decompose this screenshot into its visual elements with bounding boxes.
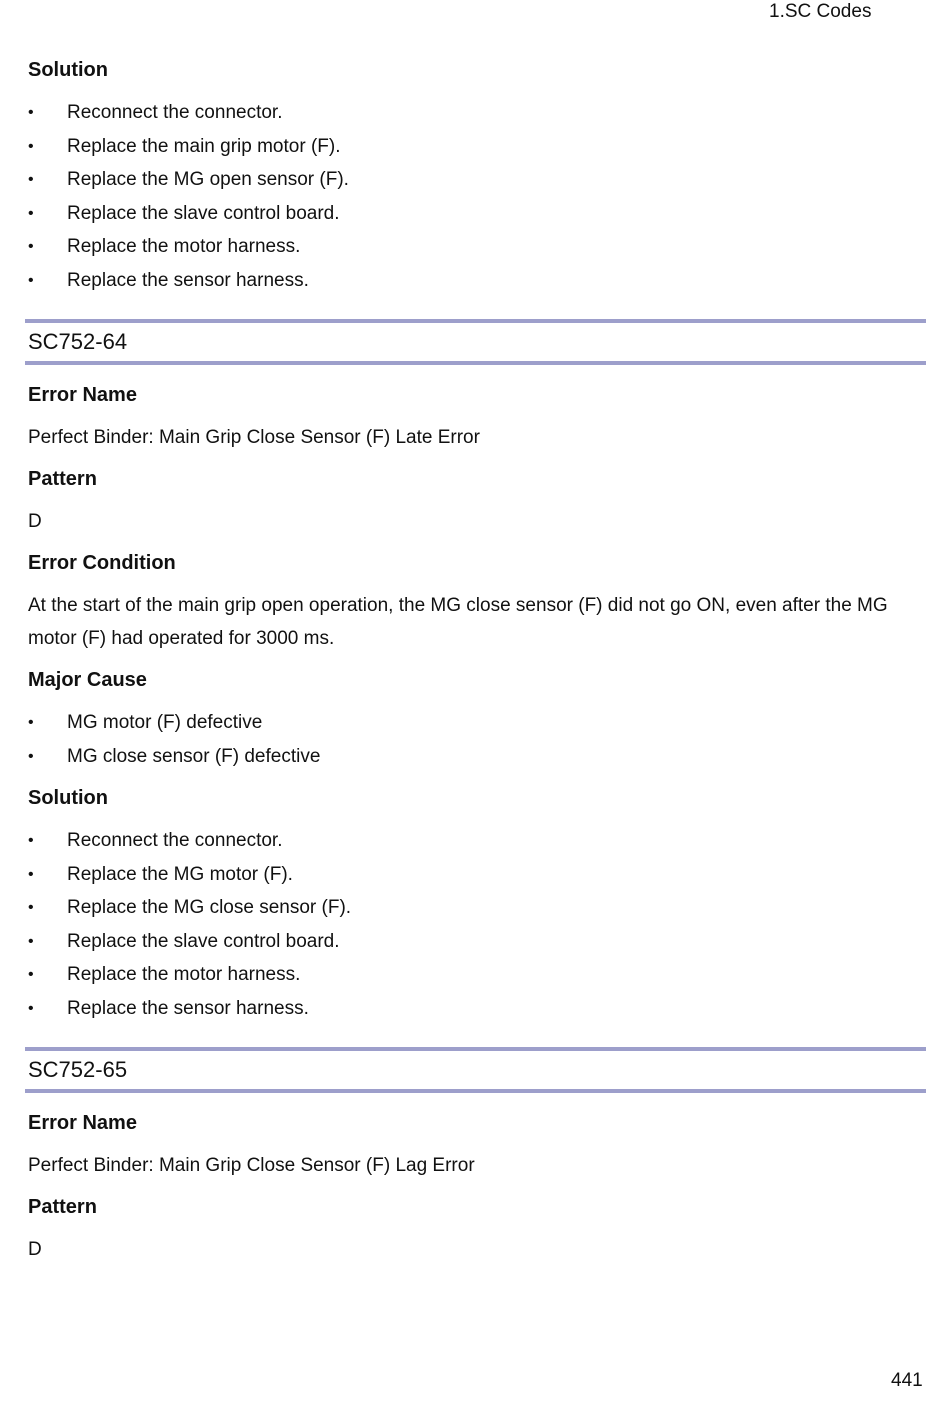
list-item: • Replace the slave control board. [28,197,926,231]
bullet-icon: • [28,271,34,289]
error-condition-text: At the start of the main grip open operation, the MG close sensor (F) did not go ON, even after the MG motor (F) had operated for 3000 ms. [28,595,888,649]
error-name-heading: Error Name [28,1112,137,1134]
error-name-text: Perfect Binder: Main Grip Close Sensor (F) Late Error [28,427,480,448]
list-item: • Replace the MG motor (F). [28,858,926,892]
bullet-icon: • [28,747,34,765]
error-condition-heading: Error Condition [28,552,176,574]
bullet-icon: • [28,204,34,222]
sc-code-title: SC752-65 [28,1057,128,1082]
section-rule-bottom [25,1089,926,1093]
list-item: • Replace the sensor harness. [28,992,926,1026]
sc-code-block [25,1047,926,1093]
bullet-icon: • [28,104,34,121]
list-item: • Replace the motor harness. [28,958,926,992]
pattern-heading: Pattern [28,468,97,490]
pattern-heading: Pattern [28,1196,97,1218]
error-name-heading: Error Name [28,384,137,406]
solution-list [28,96,926,297]
bullet-icon: • [28,932,34,950]
list-item: • Replace the MG open sensor (F). [28,163,926,197]
list-item: • Reconnect the connector. [28,824,926,858]
list-item: • Replace the motor harness. [28,230,926,264]
solution-heading: Solution [28,59,108,81]
bullet-icon: • [28,137,34,155]
bullet-icon: • [28,714,34,731]
section-rule-bottom [25,361,926,365]
page-content [28,56,926,1266]
pattern-text: D [28,1239,42,1260]
list-item: • Replace the sensor harness. [28,264,926,298]
major-cause-list [28,706,926,773]
bullet-icon: • [28,966,34,983]
list-item: • Reconnect the connector. [28,96,926,130]
list-item: • Replace the main grip motor (F). [28,130,926,164]
major-cause-heading: Major Cause [28,669,147,691]
bullet-icon: • [28,865,34,883]
solution-heading: Solution [28,787,108,809]
running-header: 1.SC Codes [769,1,872,22]
bullet-icon: • [28,171,34,188]
solution-list [28,824,926,1025]
list-item: • Replace the MG close sensor (F). [28,891,926,925]
bullet-icon: • [28,899,34,916]
page-number: 441 [891,1370,923,1391]
list-item: • MG motor (F) defective [28,706,926,740]
sc-code-title: SC752-64 [28,329,128,354]
bullet-icon: • [28,999,34,1017]
pattern-text: D [28,511,42,532]
error-name-text: Perfect Binder: Main Grip Close Sensor (F) Lag Error [28,1155,475,1176]
bullet-icon: • [28,832,34,849]
bullet-icon: • [28,238,34,255]
list-item: • Replace the slave control board. [28,925,926,959]
sc-code-block [25,319,926,365]
list-item: • MG close sensor (F) defective [28,740,926,774]
